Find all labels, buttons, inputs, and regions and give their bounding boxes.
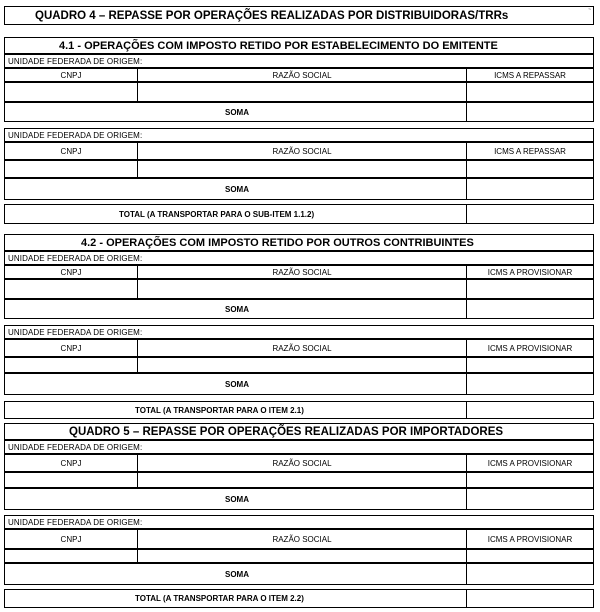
cnpj-header: CNPJ [60,147,82,156]
cnpj-header: CNPJ [60,459,82,468]
section-4-1-title-row [4,37,594,54]
quadro-5-title-row [4,423,594,440]
column-header-row [4,454,594,472]
cnpj-header: CNPJ [60,535,82,544]
quadro-4-title-row [4,6,594,25]
section-4-2-title-row [4,234,594,251]
uf-row [4,440,594,454]
razao-social-header: RAZÃO SOCIAL [272,344,332,353]
razao-social-header: RAZÃO SOCIAL [272,459,332,468]
icms-repassar-header: ICMS A REPASSAR [494,147,566,156]
uf-label: UNIDADE FEDERADA DE ORIGEM: [8,328,143,337]
cnpj-header: CNPJ [60,71,82,80]
table-row[interactable] [4,549,594,563]
soma-row [4,488,594,510]
quadro-4-title: QUADRO 4 – REPASSE POR OPERAÇÕES REALIZADAS POR DISTRIBUIDORAS/TRRs [35,10,509,22]
table-row[interactable] [4,279,594,299]
razao-social-header: RAZÃO SOCIAL [272,268,332,277]
uf-label: UNIDADE FEDERADA DE ORIGEM: [8,57,143,66]
section-4-1-title: 4.1 - OPERAÇÕES COM IMPOSTO RETIDO POR ESTABELECIMENTO DO EMITENTE [59,40,498,52]
table-row[interactable] [4,82,594,102]
column-header-row [4,529,594,549]
soma-row [4,299,594,319]
uf-row [4,325,594,339]
icms-provisionar-header: ICMS A PROVISIONAR [487,344,573,353]
uf-row [4,251,594,265]
icms-repassar-header: ICMS A REPASSAR [494,71,566,80]
column-header-row [4,339,594,357]
form-frame [4,4,594,608]
uf-label: UNIDADE FEDERADA DE ORIGEM: [8,443,143,452]
uf-label: UNIDADE FEDERADA DE ORIGEM: [8,131,143,140]
total-label: TOTAL (A TRANSPORTAR PARA O ITEM 2.1) [135,406,304,415]
uf-label: UNIDADE FEDERADA DE ORIGEM: [8,254,143,263]
soma-label: SOMA [225,305,249,314]
soma-label: SOMA [225,108,249,117]
column-header-row [4,265,594,279]
table-row[interactable] [4,472,594,488]
uf-label: UNIDADE FEDERADA DE ORIGEM: [8,518,143,527]
total-row [4,589,594,608]
column-header-row [4,68,594,82]
table-row[interactable] [4,357,594,373]
total-row [4,204,594,224]
uf-row [4,128,594,142]
table-row[interactable] [4,160,594,178]
soma-label: SOMA [225,185,249,194]
soma-label: SOMA [225,380,249,389]
soma-label: SOMA [225,570,249,579]
uf-row [4,515,594,529]
uf-row [4,54,594,68]
soma-row [4,563,594,585]
icms-provisionar-header: ICMS A PROVISIONAR [487,535,573,544]
total-label: TOTAL (A TRANSPORTAR PARA O ITEM 2.2) [135,594,304,603]
column-header-row [4,142,594,160]
icms-provisionar-header: ICMS A PROVISIONAR [487,459,573,468]
soma-row [4,178,594,200]
quadro-5-title: QUADRO 5 – REPASSE POR OPERAÇÕES REALIZADAS POR IMPORTADORES [69,426,504,438]
icms-provisionar-header: ICMS A PROVISIONAR [487,268,573,277]
cnpj-header: CNPJ [60,344,82,353]
soma-row [4,102,594,122]
section-4-2-title: 4.2 - OPERAÇÕES COM IMPOSTO RETIDO POR OUTROS CONTRIBUINTES [81,237,474,249]
soma-label: SOMA [225,495,249,504]
soma-row [4,373,594,395]
cnpj-header: CNPJ [60,268,82,277]
corner-mark: ~ [588,7,591,13]
razao-social-header: RAZÃO SOCIAL [272,71,332,80]
razao-social-header: RAZÃO SOCIAL [272,147,332,156]
total-row [4,401,594,419]
razao-social-header: RAZÃO SOCIAL [272,535,332,544]
total-label: TOTAL (A TRANSPORTAR PARA O SUB-ITEM 1.1.2) [119,210,315,219]
